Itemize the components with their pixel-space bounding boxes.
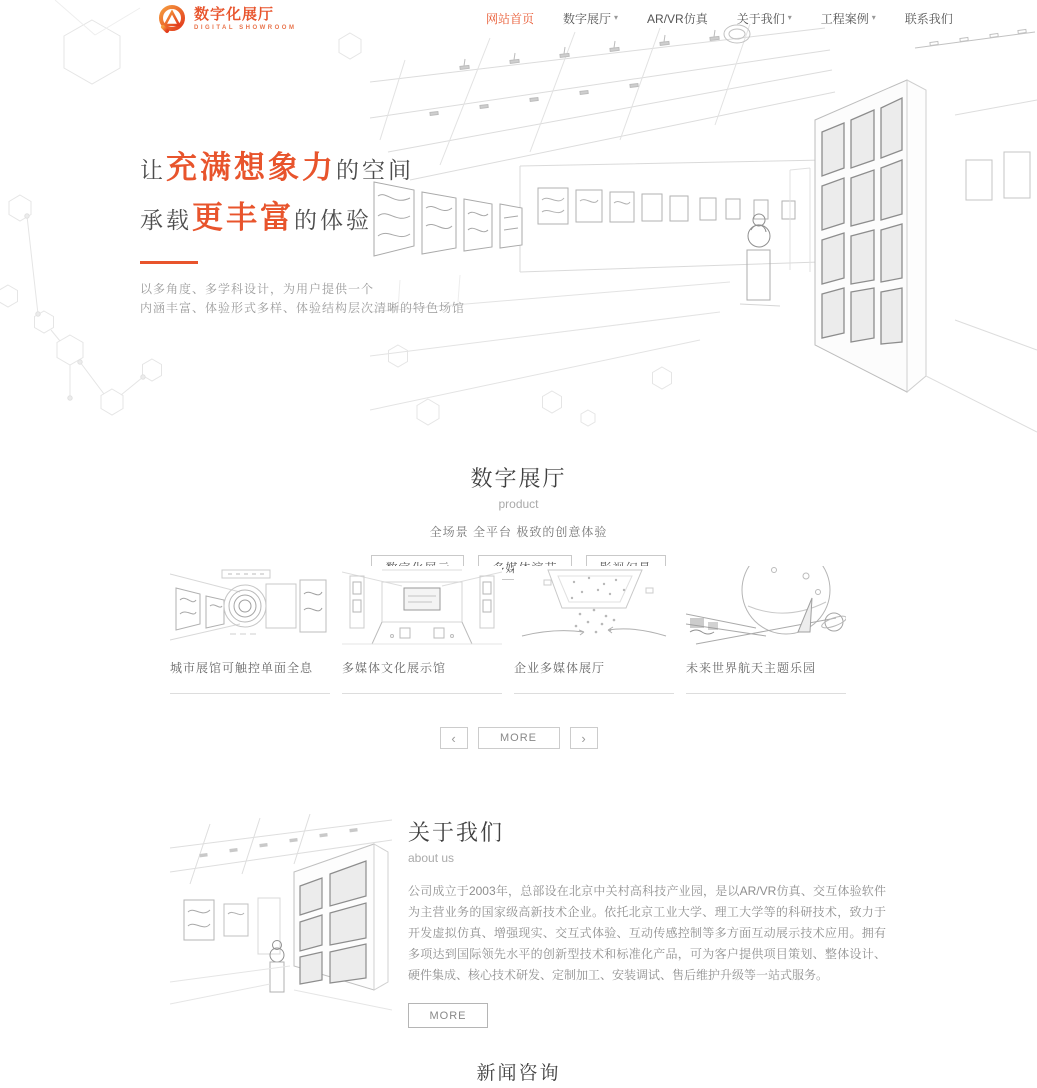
about-paragraph: 公司成立于2003年，总部设在北京中关村高科技产业园，是以AR/VR仿真、交互体验软件为主营业务的国家级高新技术企业。依托北京工业大学、理工大学等的科研技术，致力于开发虚拟仿真、增强现实、交互式体验、互动传感控制等多方面互动展示技术应用。拥有多项达到国际领先水平的创新型技术和标准化产品，可为客户提供项目策划、整体设计、硬件集成、核心技术研发、定制加工、安装调试、售后维护升级等一站式服务。 bbox=[408, 884, 886, 982]
nav-item-arvr[interactable] bbox=[647, 10, 708, 27]
card-divider bbox=[686, 693, 846, 694]
nav-item-cases[interactable] bbox=[821, 10, 876, 27]
hero-copy bbox=[140, 146, 465, 318]
headline-segment-accent: 更丰富 bbox=[192, 200, 294, 235]
nav-item-contact[interactable] bbox=[905, 10, 953, 27]
nav-item-about[interactable] bbox=[737, 10, 792, 27]
card-sketch-city-hall-image bbox=[170, 566, 330, 650]
hero-banner bbox=[0, 0, 1037, 456]
brand-subtitle: DIGITAL SHOWROOM bbox=[194, 25, 297, 31]
prev-arrow-button[interactable]: ‹ bbox=[440, 727, 468, 749]
nav-label: 联系我们 bbox=[904, 11, 953, 26]
product-card[interactable] bbox=[342, 566, 502, 694]
logo-text bbox=[194, 7, 296, 31]
product-card[interactable] bbox=[170, 566, 330, 694]
headline-segment: 承载 bbox=[140, 207, 192, 233]
headline-segment: 让 bbox=[140, 157, 166, 183]
hero-accent-divider bbox=[140, 261, 198, 264]
hero-headline-line1 bbox=[140, 146, 465, 196]
headline-segment: 的体验 bbox=[294, 207, 372, 233]
card-caption: 城市展馆可触控单面全息 bbox=[170, 661, 314, 675]
nav-item-digital-hall[interactable] bbox=[563, 10, 618, 27]
section-tagline: 全场景 全平台 极致的创意体验 bbox=[429, 525, 608, 539]
product-card-row bbox=[170, 566, 846, 694]
product-card[interactable] bbox=[514, 566, 674, 694]
card-divider bbox=[170, 693, 330, 694]
card-caption: 企业多媒体展厅 bbox=[514, 661, 606, 675]
card-caption: 未来世界航天主题乐园 bbox=[686, 661, 817, 675]
chevron-down-icon: ▾ bbox=[871, 13, 876, 22]
main-nav bbox=[486, 0, 953, 36]
section-title: 数字展厅 bbox=[470, 466, 567, 491]
chevron-down-icon: ▾ bbox=[614, 13, 619, 22]
nav-label: 网站首页 bbox=[486, 11, 535, 26]
next-arrow-button[interactable]: › bbox=[570, 727, 598, 749]
about-copy bbox=[408, 816, 886, 1028]
section-subtitle: product bbox=[498, 497, 539, 511]
hero-description bbox=[140, 280, 465, 318]
about-more-button[interactable]: MORE bbox=[408, 1003, 488, 1028]
logo-ring-triangle-icon bbox=[156, 3, 188, 35]
about-image bbox=[170, 814, 392, 1012]
hero-description-line2: 内涵丰富、体验形式多样、体验结构层次清晰的特色场馆 bbox=[140, 301, 466, 315]
card-caption: 多媒体文化展示馆 bbox=[342, 661, 447, 675]
nav-label: 数字展厅 bbox=[563, 11, 612, 26]
nav-label: 工程案例 bbox=[820, 11, 869, 26]
news-section-title: 新闻咨询 bbox=[476, 1063, 561, 1084]
card-pagination bbox=[0, 727, 1037, 749]
about-gallery-sketch-image bbox=[170, 814, 392, 1012]
about-title: 关于我们 bbox=[408, 820, 505, 845]
hero-headline-line2 bbox=[140, 196, 465, 246]
chevron-down-icon: ▾ bbox=[787, 13, 792, 22]
card-sketch-enterprise-hall-image bbox=[514, 566, 674, 650]
about-subtitle: about us bbox=[408, 851, 455, 865]
nav-label: 关于我们 bbox=[736, 11, 785, 26]
digital-hall-section bbox=[0, 462, 1037, 580]
card-sketch-culture-hall-image bbox=[342, 566, 502, 650]
headline-segment: 的空间 bbox=[336, 157, 414, 183]
product-card[interactable] bbox=[686, 566, 846, 694]
top-navigation-bar bbox=[0, 0, 1037, 38]
nav-item-home[interactable] bbox=[486, 10, 534, 27]
brand-name: 数字化展厅 bbox=[194, 6, 275, 23]
brand-logo[interactable] bbox=[156, 3, 296, 35]
hero-description-line1: 以多角度、多学科设计，为用户提供一个 bbox=[140, 282, 375, 296]
card-divider bbox=[342, 693, 502, 694]
products-more-button[interactable]: MORE bbox=[478, 727, 560, 749]
nav-label: AR/VR仿真 bbox=[647, 11, 708, 26]
hero-gallery-sketch-image bbox=[370, 20, 1037, 440]
card-divider bbox=[514, 693, 674, 694]
card-sketch-space-park-image bbox=[686, 566, 846, 650]
headline-segment-accent: 充满想象力 bbox=[166, 150, 336, 185]
